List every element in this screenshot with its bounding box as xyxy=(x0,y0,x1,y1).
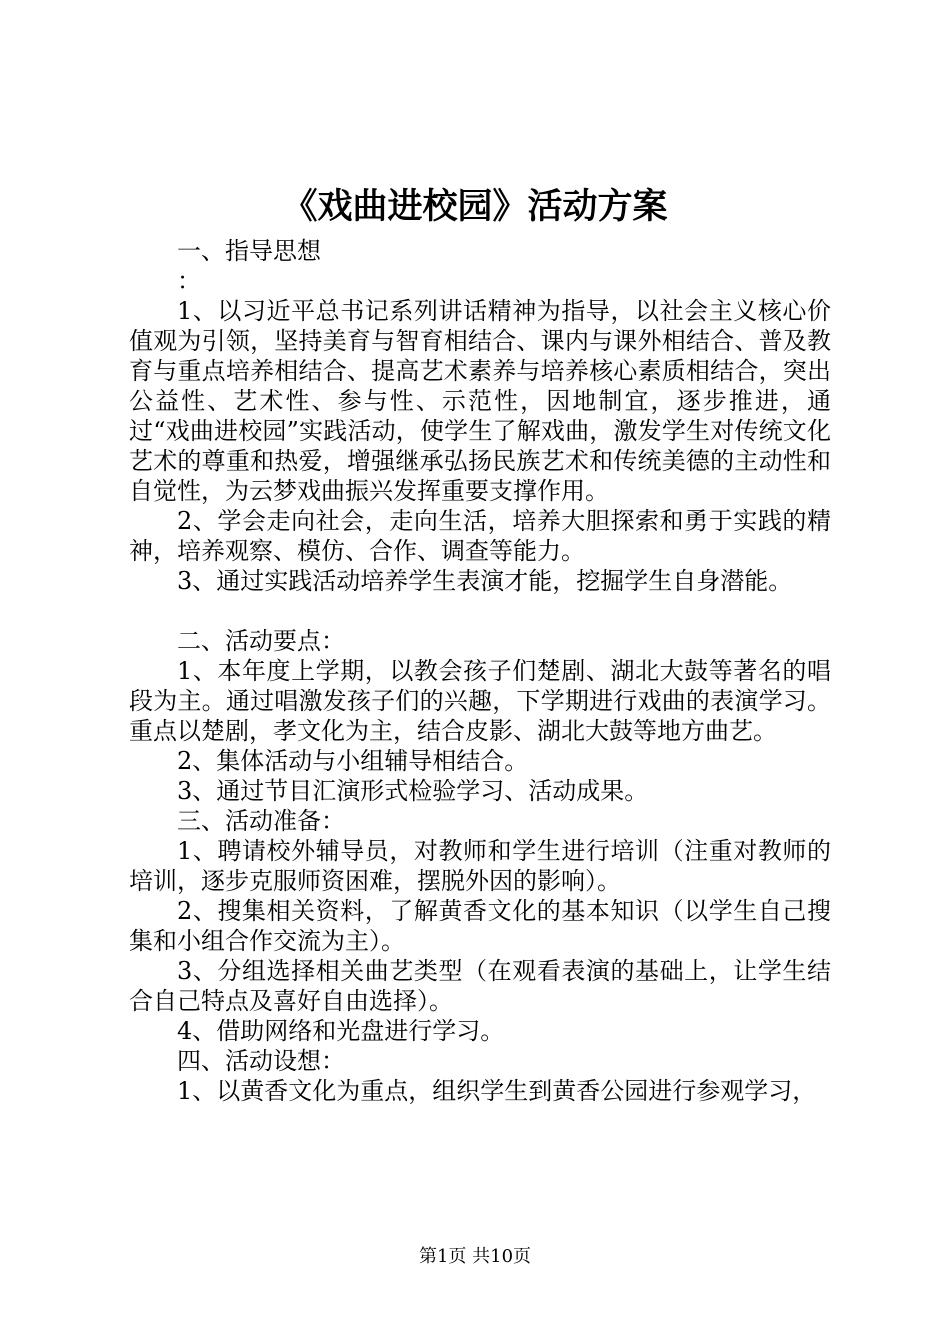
paragraph-prep-4: 4、借助网络和光盘进行学习。 xyxy=(177,1017,505,1045)
page-total-label: 共10页 xyxy=(472,1246,532,1267)
paragraph-prep-1: 1、聘请校外辅导员，对教师和学生进行培训（注重对教师的培训，逐步克服师资困难，摆脱外因的影响）。 xyxy=(129,837,831,895)
paragraph-guiding-2: 2、学会走向社会，走向生活，培养大胆探索和勇于实践的精神，培养观察、模仿、合作、调查等能力。 xyxy=(129,507,831,565)
page-number-label: 第1页 xyxy=(418,1246,467,1267)
paragraph-prep-3: 3、分组选择相关曲艺类型（在观看表演的基础上，让学生结合自己特点及喜好自由选择）。 xyxy=(129,957,831,1015)
paragraph-guiding-1: 1、以习近平总书记系列讲话精神为指导，以社会主义核心价值观为引领，坚持美育与智育相结合、课内与课外相结合、普及教育与重点培养相结合、提高艺术素养与培养核心素质相结合，突出公益性、艺术性、参与性、示范性，因地制宜，逐步推进，通过“戏曲进校园”实践活动，使学生了解戏曲，激发学生对传统文化艺术的尊重和热爱，增强继承弘扬民族艺术和传统美德的主动性和自觉性，为云梦戏曲振兴发挥重要支撑作用。 xyxy=(129,297,831,505)
paragraph-points-2: 2、集体活动与小组辅导相结合。 xyxy=(177,747,529,775)
paragraph-ideas-1: 1、以黄香文化为重点，组织学生到黄香公园进行参观学习， xyxy=(177,1077,817,1105)
paragraph-points-1: 1、本年度上学期，以教会孩子们楚剧、湖北大鼓等著名的唱段为主。通过唱激发孩子们的兴趣，下学期进行戏曲的表演学习。重点以楚剧，孝文化为主，结合皮影、湖北大鼓等地方曲艺。 xyxy=(129,657,831,745)
page-footer xyxy=(0,1242,950,1268)
paragraph-prep-2: 2、搜集相关资料，了解黄香文化的基本知识（以学生自己搜集和小组合作交流为主）。 xyxy=(129,897,831,955)
section-gap xyxy=(129,596,831,626)
section-heading-activity-ideas: 四、活动设想： xyxy=(177,1047,345,1075)
paragraph-points-3: 3、通过节目汇演形式检验学习、活动成果。 xyxy=(177,777,649,805)
section-separator-colon: ： xyxy=(177,267,201,295)
paragraph-guiding-3: 3、通过实践活动培养学生表演才能，挖掘学生自身潜能。 xyxy=(177,567,793,595)
document-body xyxy=(129,236,831,1106)
section-heading-activity-preparation: 三、活动准备： xyxy=(177,807,345,835)
section-heading-activity-points: 二、活动要点： xyxy=(177,627,345,655)
section-heading-guiding-ideology: 一、指导思想 xyxy=(177,237,321,265)
document-title: 《戏曲进校园》活动方案 xyxy=(282,186,668,227)
